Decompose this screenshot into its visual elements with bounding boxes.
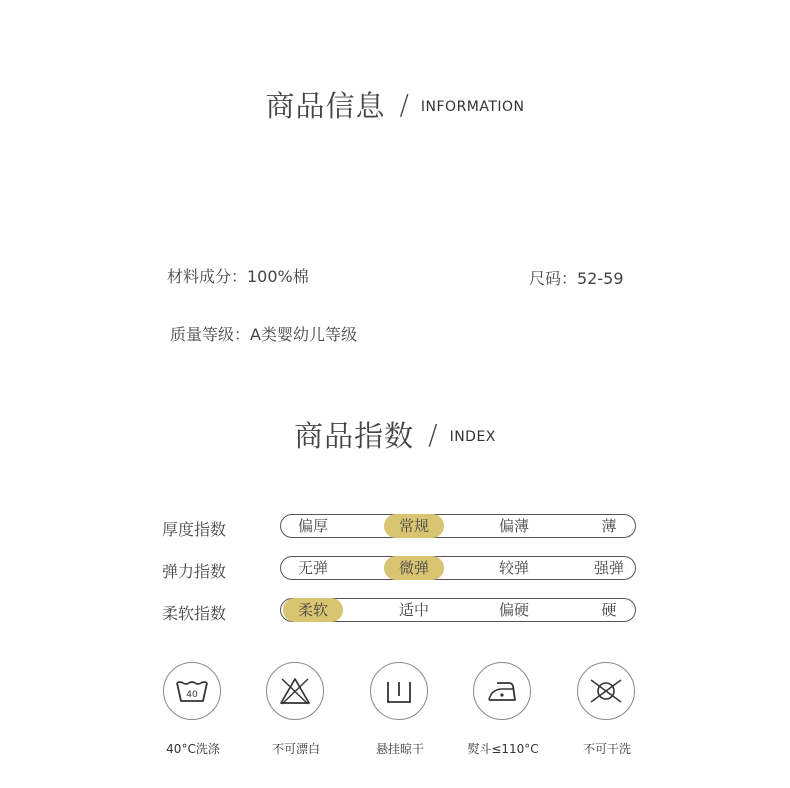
- material-info: 材料成分：100%棉: [167, 267, 309, 286]
- care-label: 不可干洗: [582, 742, 631, 756]
- care-label: 不可漂白: [271, 742, 320, 756]
- softness-index-scale: [280, 598, 636, 622]
- elasticity-option: 微弹: [384, 556, 444, 580]
- title-slash: /: [399, 88, 409, 121]
- care-circle: [473, 662, 531, 720]
- softness-option: 硬: [601, 601, 617, 619]
- wash-40-icon: [174, 677, 210, 705]
- softness-option: 偏硬: [498, 601, 529, 619]
- title-slash: /: [428, 418, 438, 451]
- no-bleach-icon: [278, 676, 312, 706]
- softness-index-label: 柔软指数: [162, 604, 227, 623]
- information-title-en: INFORMATION: [420, 98, 525, 115]
- thickness-index-label: 厚度指数: [162, 520, 227, 539]
- elasticity-index-scale: [280, 556, 636, 580]
- care-label: 熨斗≤110°C: [467, 742, 539, 756]
- thickness-option: 偏厚: [297, 517, 328, 535]
- elasticity-option: 较弹: [498, 559, 529, 577]
- iron-low-icon: [485, 677, 519, 705]
- thickness-index-row: [162, 514, 642, 542]
- care-circle: [370, 662, 428, 720]
- thickness-index-scale: [280, 514, 636, 538]
- index-title-en: INDEX: [449, 428, 496, 445]
- softness-option: 柔软: [283, 598, 343, 622]
- softness-index-row: [162, 598, 642, 626]
- care-circle: [577, 662, 635, 720]
- hang-dry-icon: [384, 676, 414, 706]
- thickness-option: 偏薄: [498, 517, 529, 535]
- elasticity-index-row: [162, 556, 642, 584]
- wash-temperature-text: 40: [186, 690, 198, 700]
- elasticity-option: 强弹: [593, 559, 624, 577]
- size-info: 尺码：52-59: [529, 269, 624, 288]
- quality-info: 质量等级：A类婴幼儿等级: [170, 325, 357, 344]
- elasticity-option: 无弹: [297, 559, 328, 577]
- care-circle: [266, 662, 324, 720]
- information-title-zh: 商品信息: [265, 89, 386, 123]
- care-label: 40°C洗涤: [166, 742, 220, 756]
- elasticity-index-label: 弹力指数: [162, 562, 227, 581]
- thickness-option: 常规: [384, 514, 444, 538]
- index-title-zh: 商品指数: [294, 419, 415, 453]
- information-heading: [0, 84, 790, 125]
- no-dry-clean-icon: [588, 676, 624, 706]
- care-circle: [163, 662, 221, 720]
- index-heading: [0, 414, 790, 455]
- care-label: 悬挂晾干: [375, 742, 424, 756]
- softness-option: 适中: [398, 601, 429, 619]
- thickness-option: 薄: [601, 517, 617, 535]
